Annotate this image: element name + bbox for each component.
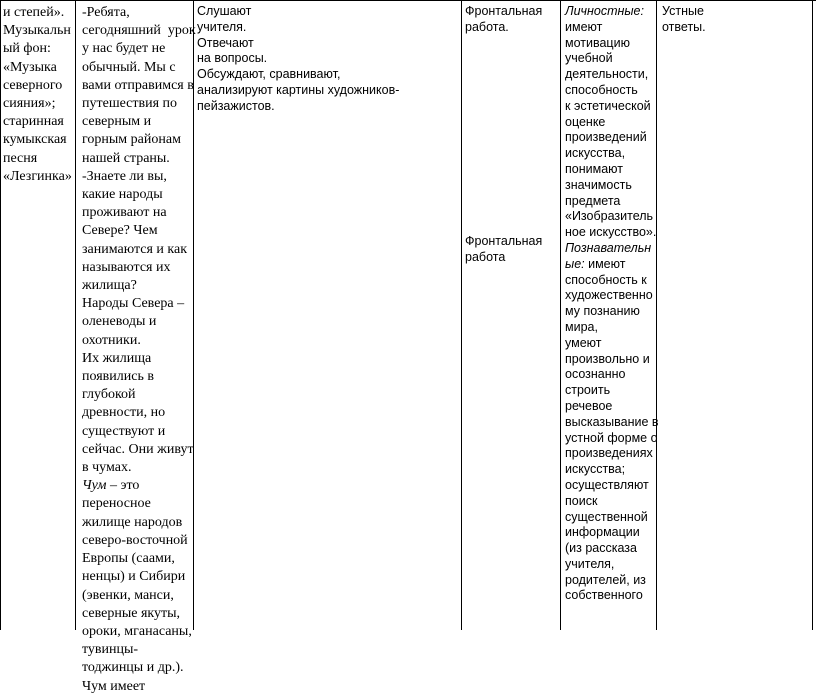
text-line: осознанно: [565, 367, 626, 382]
text-line: путешествия по: [82, 96, 178, 112]
text-line: Фронтальная: [465, 234, 543, 248]
text-line: художественно: [565, 288, 653, 303]
text-line: Музыкальн: [3, 23, 71, 39]
table-top-border: [0, 0, 816, 1]
text-line: работа.: [465, 19, 509, 34]
text-line: ответы.: [662, 19, 706, 34]
text-line: «Лезгинка»: [3, 168, 72, 184]
text-line: сейчас. Они живут: [82, 441, 194, 457]
cognitive-first-words: имеют: [584, 256, 626, 271]
text-line: проживают на: [82, 205, 167, 221]
text-line: «Музыка: [3, 59, 57, 75]
text-line: способность: [565, 82, 638, 97]
text-line: на вопросы.: [197, 51, 268, 66]
text-line: сегодняшний урок: [82, 23, 196, 39]
text-line: обычный. Мы с: [82, 59, 176, 75]
text-line: пейзажистов.: [197, 98, 275, 113]
text-line: Слушают: [197, 4, 252, 18]
text-line: (эвенки, манси,: [82, 587, 174, 603]
text-line: осуществляют: [565, 477, 649, 492]
text-line: искусства,: [565, 146, 626, 161]
text-line: информации: [565, 525, 640, 540]
text-line: в чумах.: [82, 460, 132, 476]
text-line: способность к: [565, 272, 647, 287]
text-line: «Изобразитель: [565, 209, 654, 224]
text-line: кумыкская: [3, 132, 67, 148]
text-line: ное искусство».: [565, 225, 657, 240]
text-line: Севере? Чем: [82, 223, 158, 239]
cell-teacher-speech: [82, 4, 196, 696]
text-line: значимость: [565, 177, 632, 192]
text-line: -Знаете ли вы,: [82, 168, 167, 184]
cell-learning-outcomes: [565, 4, 659, 604]
column-border: [193, 0, 194, 630]
text-line: к эстетической: [565, 98, 651, 113]
text-line: песня: [3, 150, 38, 166]
text-line: северо-восточной: [82, 532, 188, 548]
text-line: произведениях: [565, 446, 653, 461]
column-border: [75, 0, 76, 630]
text-line: жилище народов: [82, 514, 183, 530]
text-line: охотники.: [82, 332, 141, 348]
text-line: тувинцы-: [82, 642, 139, 658]
text-line: работа: [465, 249, 506, 264]
text-line: мира,: [565, 319, 598, 334]
text-line: умеют: [565, 335, 602, 350]
text-line: анализируют картины художников-: [197, 82, 400, 97]
column-border: [461, 0, 462, 630]
cognitive-heading-line: [565, 257, 655, 273]
cognitive-outcomes-heading: Познавательн: [565, 240, 652, 255]
text-line: высказывание в: [565, 414, 659, 429]
text-line: родителей, из: [565, 572, 646, 587]
cell-music-background: [3, 4, 74, 186]
text-line: северным и: [82, 114, 152, 130]
text-line: (из рассказа: [565, 541, 637, 556]
text-line: оленеводы и: [82, 314, 157, 330]
text-line: учителя.: [197, 19, 247, 34]
text-line: глубокой: [82, 387, 136, 403]
column-border: [560, 0, 561, 630]
text-line: Их жилища: [82, 350, 152, 366]
text-line: Фронтальная: [465, 4, 543, 18]
text-line: у нас будет не: [82, 41, 166, 57]
text-line: деятельности,: [565, 67, 649, 82]
text-line: жилища?: [82, 278, 137, 294]
text-line: собственного: [565, 588, 643, 603]
column-border: [0, 0, 1, 630]
text-line: существуют и: [82, 423, 166, 439]
text-line: называются их: [82, 259, 171, 275]
text-line: -Ребята,: [82, 5, 130, 20]
text-line: поиск: [565, 493, 598, 508]
text-line: сияния»;: [3, 96, 56, 112]
text-line: му познанию: [565, 304, 640, 319]
chum-definition-start: – это: [106, 478, 140, 494]
text-line: древности, но: [82, 405, 166, 421]
text-line: оценке: [565, 114, 606, 129]
text-line: понимают: [565, 161, 623, 176]
text-line: тоджинцы и др.).: [82, 660, 184, 676]
text-line: существенной: [565, 509, 648, 524]
text-line: имеют: [565, 19, 603, 34]
text-line: мотивацию: [565, 35, 630, 50]
text-line: Обсуждают, сравнивают,: [197, 67, 341, 82]
text-line: ороки, мганасаны,: [82, 623, 192, 639]
text-line: какие народы: [82, 187, 163, 203]
column-border: [656, 0, 657, 630]
chum-term: Чум: [82, 478, 107, 494]
cognitive-outcomes-heading-end: ые:: [565, 256, 585, 271]
text-line: горным районам: [82, 132, 181, 148]
text-line: речевое: [565, 398, 613, 413]
text-line: искусства;: [565, 462, 626, 477]
text-line: Устные: [662, 4, 704, 18]
text-line: предмета: [565, 193, 621, 208]
text-line: произвольно и: [565, 351, 650, 366]
text-line: устной форме о: [565, 430, 658, 445]
text-line: Народы Севера –: [82, 296, 185, 312]
text-line: учебной: [565, 51, 613, 66]
text-line: и степей».: [3, 5, 65, 20]
text-line: занимаются и как: [82, 241, 188, 257]
column-border: [812, 0, 813, 630]
text-line: строить: [565, 383, 611, 398]
text-line: Отвечают: [197, 35, 254, 50]
text-line: вами отправимся в: [82, 77, 194, 93]
chum-definition-line: [82, 477, 192, 495]
text-line: переносное: [82, 496, 151, 512]
text-line: Чум имеет: [82, 678, 146, 694]
cell-work-form-2: [465, 234, 559, 266]
text-line: ый фон:: [3, 41, 51, 57]
cell-assessment: [662, 4, 810, 36]
text-line: появились в: [82, 369, 154, 385]
personal-outcomes-heading: Личностные:: [565, 4, 644, 18]
text-line: учителя,: [565, 556, 615, 571]
text-line: северного: [3, 77, 63, 93]
text-line: Европы (саами,: [82, 551, 175, 567]
text-line: произведений: [565, 130, 647, 145]
text-line: нашей страны.: [82, 150, 170, 166]
text-line: старинная: [3, 114, 64, 130]
cell-work-form-1: [465, 4, 559, 36]
cell-student-activity: [197, 4, 459, 115]
text-line: северные якуты,: [82, 605, 181, 621]
text-line: ненцы) и Сибири: [82, 569, 186, 585]
